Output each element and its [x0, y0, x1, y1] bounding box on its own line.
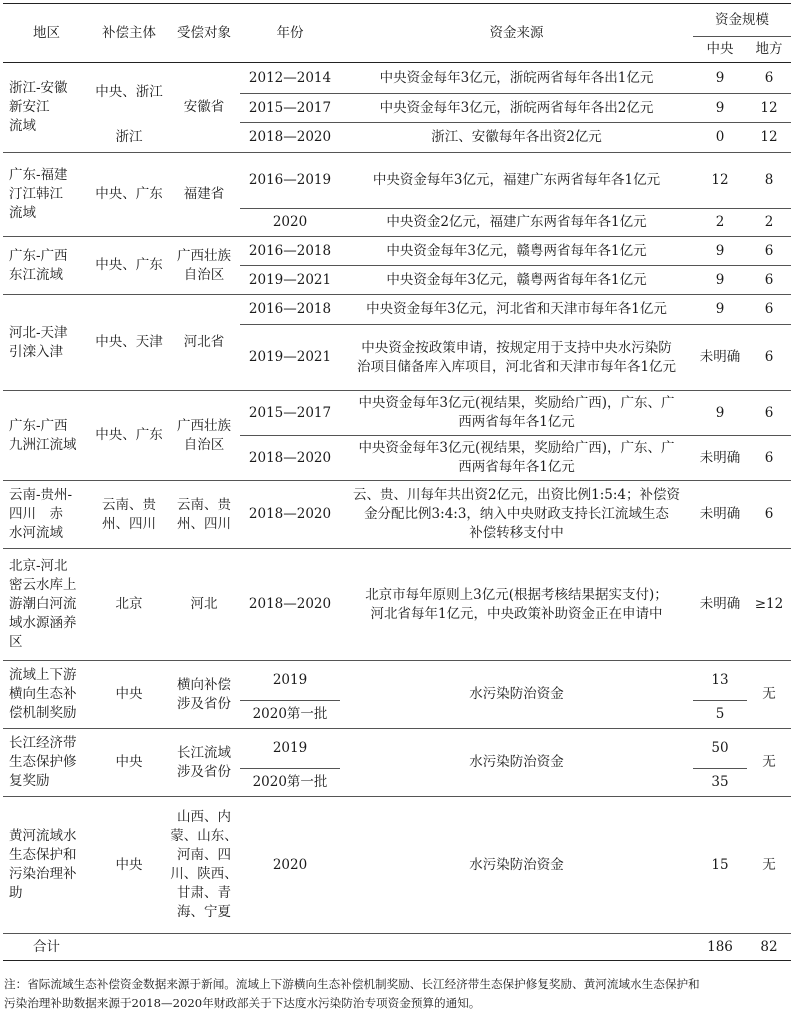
source-cell: 中央资金2亿元，福建广东两省每年各1亿元: [340, 209, 693, 237]
receiver-cell: 河北省: [168, 295, 240, 391]
region-cell: 广东-广西 东江流域: [3, 237, 90, 295]
central-cell: 未明确: [693, 436, 747, 481]
receiver-cell: 山西、内 蒙、山东、 河南、四 川、陕西、 甘肃、青 海、宁夏: [168, 797, 240, 934]
year-cell: 2020第一批: [252, 774, 328, 790]
local-cell: 12: [747, 94, 791, 123]
receiver-cell: 河北: [168, 549, 240, 661]
year-cell: 2018—2020: [240, 549, 340, 661]
payer-cell: 中央: [90, 661, 168, 729]
central-cell: 0: [693, 123, 747, 153]
header-scale: 资金规模: [693, 4, 791, 37]
central-cell: 9: [693, 237, 747, 266]
receiver-cell: 广西壮族 自治区: [168, 391, 240, 481]
total-label: 合计: [3, 934, 90, 961]
local-cell: ≥12: [747, 549, 791, 661]
receiver-cell: 广西壮族 自治区: [168, 237, 240, 295]
table-row: [3, 63, 791, 94]
local-cell: 12: [747, 123, 791, 153]
source-cell: 中央资金每年3亿元(视结果，奖励给广西)，广东、广 西两省每年各1亿元: [340, 436, 693, 481]
local-cell: 6: [747, 481, 791, 549]
header-row: [3, 4, 791, 37]
source-cell: 中央资金每年3亿元，河北省和天津市每年各1亿元: [340, 295, 693, 325]
local-cell: 6: [747, 436, 791, 481]
region-cell: 河北-天津 引滦入津: [3, 295, 90, 391]
central-cell: 15: [693, 797, 747, 934]
central-cell: 未明确: [693, 481, 747, 549]
region-cell: 长江经济带 生态保护修 复奖励: [3, 729, 90, 797]
source-cell: 水污染防治资金: [340, 729, 693, 797]
year-cell: 2016—2019: [240, 153, 340, 209]
local-cell: 6: [747, 63, 791, 94]
header-years: 年份: [240, 4, 340, 63]
year-cell: 2019—2021: [240, 266, 340, 295]
year-cell: 2015—2017: [240, 391, 340, 436]
source-cell: 水污染防治资金: [340, 797, 693, 934]
receiver-cell: 长江流域 涉及省份: [168, 729, 240, 797]
year-cell: 2012—2014: [240, 63, 340, 94]
year-cell: 2018—2020: [240, 123, 340, 153]
region-cell: 北京-河北 密云水库上 游潮白河流 域水源涵养 区: [3, 549, 90, 661]
central-cell: 50: [693, 729, 747, 769]
region-cell: 流域上下游 横向生态补 偿机制奖励: [3, 661, 90, 729]
region-cell: 广东-福建 汀江韩江 流域: [3, 153, 90, 237]
table-row: [3, 295, 791, 325]
total-central: 186: [693, 934, 747, 961]
payer-cell: 中央: [90, 729, 168, 797]
region-cell: 广东-广西 九洲江流域: [3, 391, 90, 481]
central-cell: 12: [693, 153, 747, 209]
total-local: 82: [747, 934, 791, 961]
year-cell: 2015—2017: [240, 94, 340, 123]
table-row: [3, 549, 791, 661]
central-cell: 5: [715, 706, 725, 722]
table-row: [3, 481, 791, 549]
source-cell: 中央资金每年3亿元，福建广东两省每年各1亿元: [340, 153, 693, 209]
table-row: [3, 123, 791, 153]
local-cell: 无: [747, 797, 791, 934]
local-cell: 6: [747, 391, 791, 436]
header-source: 资金来源: [340, 4, 693, 63]
source-cell: 中央资金每年3亿元，浙皖两省每年各出2亿元: [340, 94, 693, 123]
payer-cell: 北京: [90, 549, 168, 661]
payer-cell: 中央、天津: [90, 295, 168, 391]
region-cell: 黄河流域水 生态保护和 污染治理补 助: [3, 797, 90, 934]
year-cell: 2020第一批: [252, 706, 328, 722]
central-cell: 35: [711, 774, 729, 790]
header-local: 地方: [747, 37, 791, 63]
source-cell: 中央资金每年3亿元，赣粤两省每年各1亿元: [340, 266, 693, 295]
year-cell: 2019: [240, 661, 340, 701]
central-cell: 9: [693, 94, 747, 123]
central-cell: 9: [693, 295, 747, 325]
local-cell: 6: [747, 266, 791, 295]
receiver-cell: 福建省: [168, 153, 240, 237]
central-cell: 2: [693, 209, 747, 237]
compensation-table: [3, 3, 791, 961]
payer-cell: 中央: [90, 797, 168, 934]
receiver-cell: 安徽省: [168, 63, 240, 153]
header-receiver: 受偿对象: [168, 4, 240, 63]
year-cell: 2018—2020: [240, 436, 340, 481]
central-cell: 未明确: [693, 325, 747, 391]
year-cell: 2020: [240, 797, 340, 934]
source-cell: 北京市每年原则上3亿元(根据考核结果据实支付)； 河北省每年1亿元，中央政策补助资金正在申请中: [340, 549, 693, 661]
table-row: [3, 391, 791, 436]
payer-cell: 中央、广东: [90, 237, 168, 295]
header-central: 中央: [693, 37, 747, 63]
local-cell: 无: [747, 729, 791, 797]
central-cell: 未明确: [693, 549, 747, 661]
table-row: [3, 661, 791, 701]
central-cell: 9: [693, 63, 747, 94]
table-row: [3, 237, 791, 266]
table-note: 注：省际流域生态补偿资金数据来源于新闻。流域上下游横向生态补偿机制奖励、长江经济带生态保护修复奖励、黄河流域水生态保护和 污染治理补助数据来源于2018—2020年财政部关于下达度水污染防治专项资金预算的通知。: [4, 977, 700, 1010]
year-cell: 2019—2021: [240, 325, 340, 391]
source-cell: 中央资金按政策申请，按规定用于支持中央水污染防 治项目储备库入库项目，河北省和天津市每年各1亿元: [340, 325, 693, 391]
year-cell: 2019: [240, 729, 340, 769]
source-cell: 中央资金每年3亿元，赣粤两省每年各1亿元: [340, 237, 693, 266]
receiver-cell: 云南、贵 州、四川: [168, 481, 240, 549]
source-cell: 中央资金每年3亿元，浙皖两省每年各出1亿元: [340, 63, 693, 94]
local-cell: 6: [747, 237, 791, 266]
local-cell: 无: [747, 661, 791, 729]
central-cell: 13: [693, 661, 747, 701]
source-cell: 水污染防治资金: [340, 661, 693, 729]
local-cell: 8: [747, 153, 791, 209]
local-cell: 2: [747, 209, 791, 237]
table-row: [3, 729, 791, 769]
year-cell: 2016—2018: [240, 295, 340, 325]
receiver-cell: 横向补偿 涉及省份: [168, 661, 240, 729]
year-cell: 2018—2020: [240, 481, 340, 549]
payer-cell: 中央、广东: [90, 153, 168, 237]
table-row: [3, 153, 791, 209]
total-row: [3, 934, 791, 961]
payer-cell: 中央、广东: [90, 391, 168, 481]
payer-cell: 中央、浙江: [90, 63, 168, 123]
table-row: [3, 797, 791, 934]
source-cell: 云、贵、川每年共出资2亿元，出资比例1:5:4；补偿资 金分配比例3:4:3，纳入中央财政支持长江流域生态 补偿转移支付中: [340, 481, 693, 549]
central-cell: 9: [693, 266, 747, 295]
central-cell: 9: [693, 391, 747, 436]
year-cell: 2020: [240, 209, 340, 237]
payer-cell: 云南、贵 州、四川: [90, 481, 168, 549]
source-cell: 浙江、安徽每年各出资2亿元: [340, 123, 693, 153]
year-cell: 2016—2018: [240, 237, 340, 266]
header-region: 地区: [3, 4, 90, 63]
header-payer: 补偿主体: [90, 4, 168, 63]
source-cell: 中央资金每年3亿元(视结果，奖励给广西)，广东、广 西两省每年各1亿元: [340, 391, 693, 436]
local-cell: 6: [747, 325, 791, 391]
local-cell: 6: [747, 295, 791, 325]
payer-cell: 浙江: [115, 128, 143, 145]
region-cell: 云南-贵州- 四川 赤 水河流域: [3, 481, 90, 549]
region-cell: 浙江-安徽 新安江 流域: [3, 63, 90, 153]
